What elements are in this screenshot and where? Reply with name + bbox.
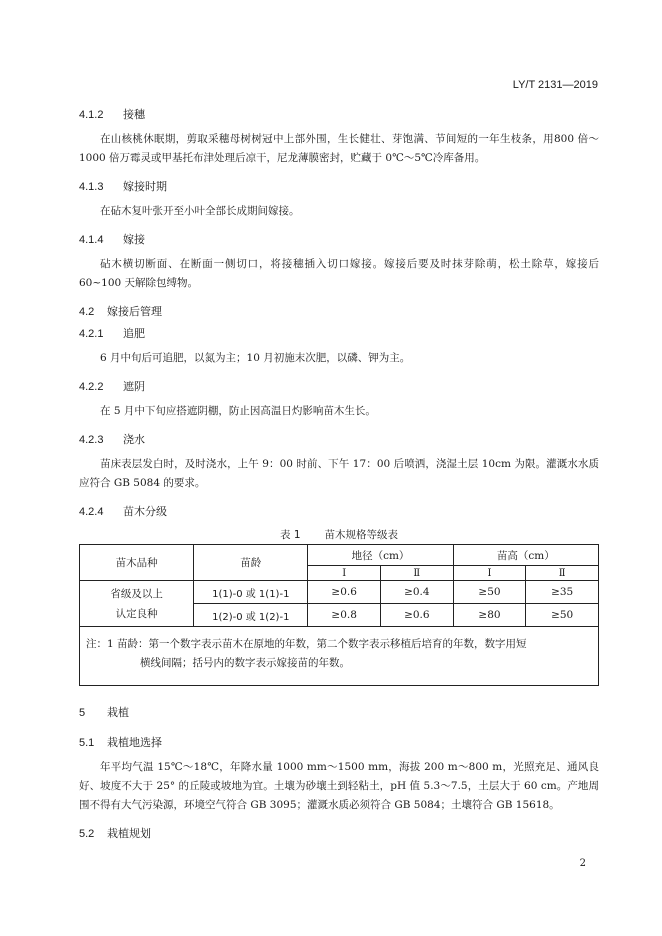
section-heading-4-2-3 — [79, 429, 599, 451]
table-cell-diameter-grade1: ≥0.6 — [308, 581, 381, 604]
table-header-diameter: 地径（cm） — [308, 545, 453, 566]
section-paragraph: 年平均气温 15℃～18℃，年降水量 1000 mm～1500 mm，海拔 200 m～800 m，光照充足、通风良好、坡度不大于 25° 的丘陵或坡地为宜。土壤为砂壤土到轻粘土，pH 值 5.3～7.5，土层大于 60 cm。产地周围不得有大气污染源，环境空气符合 GB 3095；灌溉水质必须符合 GB 5084；土壤符合 GB 15618。 — [79, 761, 599, 811]
section-number: 4.2.1 — [79, 328, 104, 340]
table-cell-height-grade2: ≥35 — [526, 581, 599, 604]
section-title: 接穗 — [123, 108, 145, 121]
section-paragraph: 在山核桃休眠期，剪取采穗母树树冠中上部外围，生长健壮、芽饱满、节间短的一年生枝条，用800 倍～1000 倍万霉灵或甲基托布津处理后凉干，尼龙薄膜密封，贮藏于 0℃～5℃冷库备用。 — [79, 133, 599, 164]
table-header-diameter-grade1: Ⅰ — [308, 566, 381, 581]
table-cell-diameter-grade1: ≥0.8 — [308, 604, 381, 627]
section-paragraph: 苗床表层发白时，及时浇水，上午 9：00 时前、下午 17：00 后喷洒，浇湿土层 10cm 为限。灌溉水水质应符合 GB 5084 的要求。 — [79, 458, 599, 489]
section-paragraph: 砧木横切断面、在断面一侧切口，将接穗插入切口嫁接。嫁接后要及时抹芽除萌，松土除草，嫁接后 60~100 天解除包缚物。 — [79, 258, 599, 289]
section-number: 4.2.2 — [79, 381, 104, 393]
table-cell-diameter-grade2: ≥0.6 — [381, 604, 454, 627]
standard-code: LY/T 2131—2019 — [512, 79, 598, 91]
section-number: 4.2.4 — [79, 506, 104, 518]
table-note-line: 注：1 苗龄：第一个数字表示苗木在原地的年数，第二个数字表示移植后培育的年数，数字用短 — [86, 638, 527, 650]
table-header-height: 苗高（cm） — [453, 545, 598, 566]
table-header-age: 苗龄 — [194, 545, 308, 581]
section-title: 栽植规划 — [107, 827, 151, 840]
section-number: 5 — [79, 707, 86, 719]
section-paragraph: 6 月中旬后可追肥，以氮为主；10 月初施末次肥，以磷、钾为主。 — [100, 352, 411, 364]
section-number: 4.1.4 — [79, 234, 104, 246]
page-number: 2 — [579, 858, 586, 869]
section-number: 4.1.3 — [79, 181, 104, 193]
table-cell-diameter-grade2: ≥0.4 — [381, 581, 454, 604]
table-caption-title: 苗木规格等级表 — [324, 529, 399, 541]
section-heading-4-2 — [79, 301, 599, 323]
table-header-height-grade2: Ⅱ — [526, 566, 599, 581]
section-title: 追肥 — [123, 327, 145, 340]
section-heading-4-1-2 — [79, 104, 599, 126]
section-number: 4.2 — [79, 306, 95, 318]
section-paragraph: 在砧木复叶张开至小叶全部长成期间嫁接。 — [100, 205, 300, 217]
section-heading-5 — [79, 702, 599, 724]
table-cell-height-grade1: ≥50 — [453, 581, 526, 604]
table-cell-age: 1(1)-0 或 1(1)-1 — [194, 581, 308, 604]
spacer — [79, 686, 599, 702]
table-header-diameter-grade2: Ⅱ — [381, 566, 454, 581]
table-cell-height-grade2: ≥50 — [526, 604, 599, 627]
section-number: 4.2.3 — [79, 434, 104, 446]
table-cell-age: 1(2)-0 或 1(2)-1 — [194, 604, 308, 627]
table-row — [80, 581, 599, 604]
table-caption — [79, 527, 599, 542]
variety-line: 认定良种 — [115, 607, 158, 620]
section-number: 5.1 — [79, 737, 95, 749]
table-cell-variety — [80, 581, 194, 627]
table-note-row — [80, 627, 599, 686]
table-header-variety: 苗木品种 — [80, 545, 194, 581]
section-title: 苗木分级 — [123, 505, 167, 518]
section-heading-4-1-3 — [79, 176, 599, 198]
section-heading-4-2-2 — [79, 376, 599, 398]
section-title: 嫁接后管理 — [107, 305, 162, 318]
section-heading-4-1-4 — [79, 229, 599, 251]
section-title: 栽植地选择 — [107, 736, 162, 749]
section-paragraph: 在 5 月中下旬应搭遮阴棚，防止因高温日灼影响苗木生长。 — [100, 405, 376, 417]
seedling-grade-table — [79, 544, 599, 686]
section-title: 嫁接 — [123, 233, 145, 246]
table-note — [80, 627, 599, 686]
section-heading-4-2-4 — [79, 501, 599, 523]
variety-line: 省级及以上 — [110, 587, 163, 600]
section-heading-5-1 — [79, 732, 599, 754]
table-cell-height-grade1: ≥80 — [453, 604, 526, 627]
section-heading-5-2 — [79, 823, 599, 845]
section-number: 5.2 — [79, 828, 95, 840]
section-title: 栽植 — [107, 706, 129, 719]
document-body — [79, 104, 599, 845]
section-title: 浇水 — [123, 433, 145, 446]
section-title: 遮阴 — [123, 380, 145, 393]
section-title: 嫁接时期 — [123, 180, 167, 193]
section-number: 4.1.2 — [79, 109, 104, 121]
section-heading-4-2-1 — [79, 323, 599, 345]
table-note-line: 横线间隔；括号内的数字表示嫁接苗的年数。 — [140, 657, 350, 669]
table-caption-label: 表 1 — [279, 529, 301, 541]
table-header-height-grade1: Ⅰ — [453, 566, 526, 581]
